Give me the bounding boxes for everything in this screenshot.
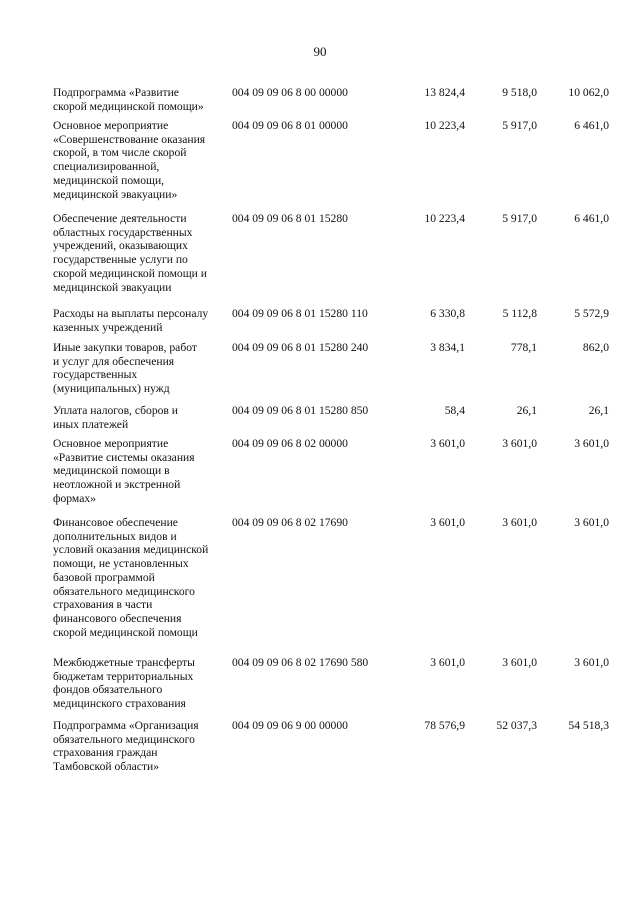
value-2026: 6 461,0 bbox=[574, 119, 609, 132]
value-2024: 3 834,1 bbox=[430, 341, 465, 354]
row-name: Расходы на выплаты персоналу казенных учреждений bbox=[53, 307, 209, 334]
row-code: 004 09 09 06 8 02 17690 bbox=[232, 516, 348, 529]
value-2025: 26,1 bbox=[516, 404, 537, 417]
row-name: Подпрограмма «Развитие скорой медицинской помощи» bbox=[53, 86, 204, 113]
value-2024: 13 824,4 bbox=[424, 86, 465, 99]
row-code: 004 09 09 06 8 01 15280 110 bbox=[232, 307, 368, 320]
row-name: Основное мероприятие «Совершенствование оказания скорой, в том числе скорой специализированной, медицинской помощи, медицинской эвакуации» bbox=[53, 119, 206, 201]
value-2024: 6 330,8 bbox=[430, 307, 465, 320]
value-2025: 5 917,0 bbox=[502, 119, 537, 132]
value-2026: 54 518,3 bbox=[568, 719, 609, 732]
row-name: Подпрограмма «Организация обязательного медицинского страхования граждан Тамбовской области» bbox=[53, 719, 199, 774]
value-2024: 58,4 bbox=[444, 404, 465, 417]
row-code: 004 09 09 06 8 02 00000 bbox=[232, 437, 348, 450]
value-2024: 10 223,4 bbox=[424, 212, 465, 225]
value-2026: 3 601,0 bbox=[574, 516, 609, 529]
value-2026: 5 572,9 bbox=[574, 307, 609, 320]
value-2026: 3 601,0 bbox=[574, 656, 609, 669]
row-name: Финансовое обеспечение дополнительных видов и условий оказания медицинской помощи, не установленных базовой программой обязательного медицинского страхования в части финансового обеспечения скорой медицинской помощи bbox=[53, 516, 209, 639]
value-2026: 6 461,0 bbox=[574, 212, 609, 225]
row-name: Основное мероприятие «Развитие системы оказания медицинской помощи в неотложной и экстренной формах» bbox=[53, 437, 195, 505]
value-2026: 10 062,0 bbox=[568, 86, 609, 99]
value-2024: 3 601,0 bbox=[430, 516, 465, 529]
row-code: 004 09 09 06 8 00 00000 bbox=[232, 86, 348, 99]
value-2025: 5 112,8 bbox=[502, 307, 537, 320]
row-code: 004 09 09 06 8 01 15280 850 bbox=[232, 404, 369, 417]
value-2024: 3 601,0 bbox=[430, 656, 465, 669]
value-2025: 3 601,0 bbox=[502, 437, 537, 450]
value-2025: 778,1 bbox=[510, 341, 537, 354]
value-2025: 5 917,0 bbox=[502, 212, 537, 225]
row-code: 004 09 09 06 8 01 00000 bbox=[232, 119, 348, 132]
value-2026: 26,1 bbox=[588, 404, 609, 417]
value-2025: 3 601,0 bbox=[502, 516, 537, 529]
value-2024: 10 223,4 bbox=[424, 119, 465, 132]
row-name: Иные закупки товаров, работ и услуг для обеспечения государственных (муниципальных) нужд bbox=[53, 341, 197, 396]
value-2026: 862,0 bbox=[582, 341, 609, 354]
row-name: Обеспечение деятельности областных государственных учреждений, оказывающих государственные услуги по скорой медицинской помощи и медицинской эвакуации bbox=[53, 212, 207, 294]
value-2025: 9 518,0 bbox=[502, 86, 537, 99]
value-2024: 3 601,0 bbox=[430, 437, 465, 450]
row-code: 004 09 09 06 8 01 15280 bbox=[232, 212, 348, 225]
row-name: Уплата налогов, сборов и иных платежей bbox=[53, 404, 179, 431]
row-code: 004 09 09 06 8 02 17690 580 bbox=[232, 656, 369, 669]
value-2026: 3 601,0 bbox=[574, 437, 609, 450]
value-2025: 3 601,0 bbox=[502, 656, 537, 669]
value-2024: 78 576,9 bbox=[424, 719, 465, 732]
row-code: 004 09 09 06 9 00 00000 bbox=[232, 719, 348, 732]
row-name: Межбюджетные трансферты бюджетам территориальных фондов обязательного медицинского страхования bbox=[53, 656, 195, 711]
row-code: 004 09 09 06 8 01 15280 240 bbox=[232, 341, 369, 354]
page-number: 90 bbox=[313, 44, 327, 59]
value-2025: 52 037,3 bbox=[496, 719, 537, 732]
